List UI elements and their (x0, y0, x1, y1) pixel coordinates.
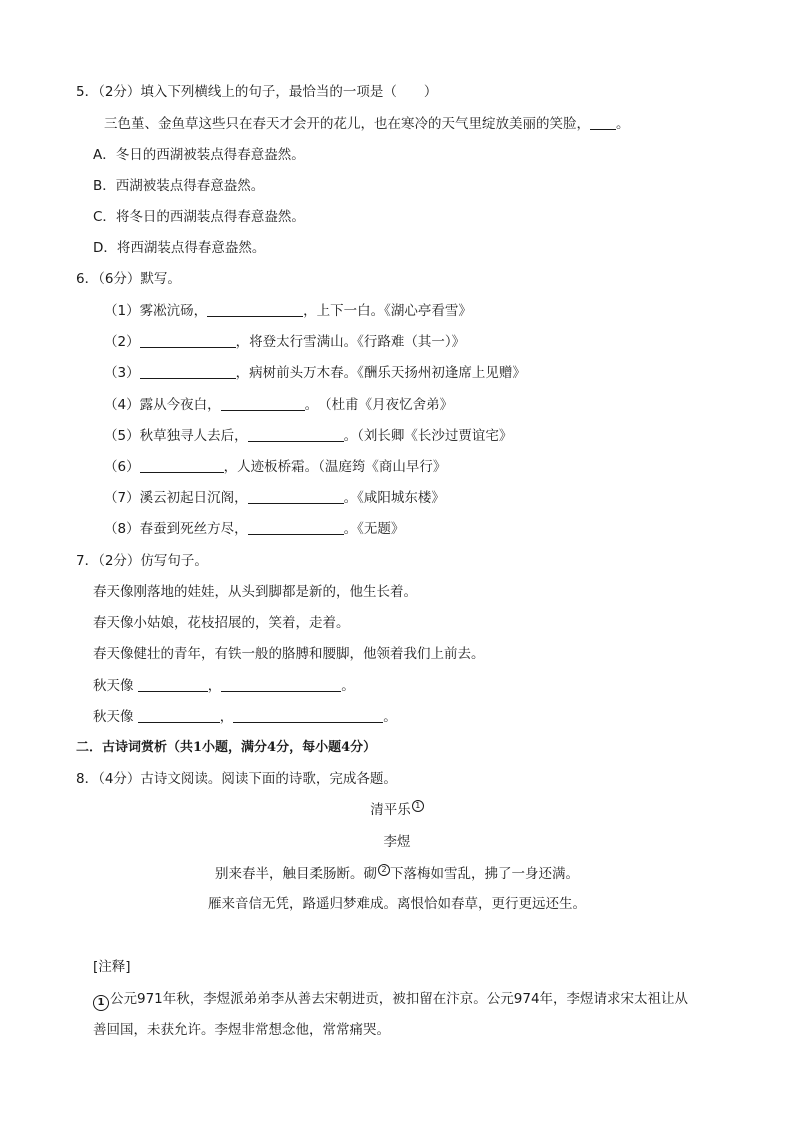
q6-item-5-pre: （5）秋草独寻人去后， (104, 428, 248, 444)
q6-item-3-blank[interactable] (140, 364, 236, 379)
q7-stem: 7．（2分）仿写句子。 (76, 553, 208, 569)
q6-item-5 (104, 427, 512, 445)
poem-author: 李煜 (383, 834, 411, 850)
q5-stem: 5．（2分）填入下列横线上的句子，最恰当的一项是（ ） (76, 84, 438, 100)
q6-item-7-post: 。《咸阳城东楼》 (343, 490, 445, 506)
q6-item-7-pre: （7）溪云初起日沉阁， (104, 490, 248, 506)
notes-heading: [注释] (93, 959, 131, 975)
q6-item-8-pre: （8）春蚕到死丝方尽， (104, 521, 248, 537)
q6-item-6 (104, 458, 446, 476)
note-1-line-1 (93, 990, 688, 1011)
q7-fill-1-pre: 秋天像 (93, 678, 138, 694)
poem-line-2: 雁来音信无凭，路遥归梦难成。离恨恰如春草，更行更远还生。 (208, 896, 586, 912)
q5-option-a: A．冬日的西湖被装点得春意盎然。 (93, 147, 305, 163)
footnote-marker-2: 2 (378, 864, 390, 876)
q7-fill-2-post: 。 (383, 709, 397, 725)
note-1-marker: 1 (93, 995, 109, 1011)
q6-item-6-blank[interactable] (140, 458, 224, 473)
q8-stem: 8．（4分）古诗文阅读。阅读下面的诗歌，完成各题。 (76, 771, 397, 787)
q7-fill-2-mid: ， (219, 709, 234, 725)
q6-item-4-pre: （4）露从今夜白， (104, 397, 221, 413)
note-1-line-2: 善回国，未获允许。李煜非常想念他，常常痛哭。 (93, 1022, 390, 1038)
q6-item-3 (104, 364, 526, 382)
q6-item-1-blank[interactable] (207, 302, 303, 317)
q6-item-2-post: ，将登太行雪满山。《行路难（其一）》 (235, 334, 466, 350)
q6-item-1-post: ，上下一白。《湖心亭看雪》 (303, 303, 472, 319)
q6-item-1 (104, 302, 472, 320)
q6-item-4-blank[interactable] (221, 396, 305, 411)
section-heading: 二．古诗词赏析（共1小题，满分4分，每小题4分） (76, 740, 377, 755)
q6-item-2-blank[interactable] (140, 333, 236, 348)
q5-sentence (104, 115, 630, 133)
q6-item-8 (104, 520, 404, 538)
q6-item-7-blank[interactable] (248, 489, 344, 504)
q5-option-d: D．将西湖装点得春意盎然。 (93, 240, 266, 256)
poem-title: 清平乐 (370, 802, 411, 818)
q7-fill-line-1 (93, 677, 355, 695)
q7-fill-2-pre: 秋天像 (93, 709, 138, 725)
q6-item-4 (104, 396, 453, 414)
q6-item-2-pre: （2） (104, 334, 140, 350)
q6-item-7 (104, 489, 445, 507)
q6-item-4-post: 。 （杜甫《月夜忆舍弟》 (304, 397, 454, 413)
poem-line-1 (0, 864, 794, 883)
q7-fill-2-blank-b[interactable] (233, 708, 383, 723)
q7-fill-1-post: 。 (341, 678, 355, 694)
note-1-text: 公元971年秋，李煜派弟弟李从善去宋朝进贡，被扣留在汴京。公元974年，李煜请求宋太祖让从 (110, 991, 689, 1007)
q7-fill-1-mid: ， (207, 678, 222, 694)
q6-stem: 6．（6分）默写。 (76, 271, 181, 287)
q7-example-1: 春天像刚落地的娃娃，从头到脚都是新的，他生长着。 (93, 584, 417, 600)
poem-line-1-b: 下落梅如雪乱，拂了一身还满。 (390, 866, 579, 882)
q7-example-3: 春天像健壮的青年，有铁一般的胳膊和腰脚，他领着我们上前去。 (93, 646, 485, 662)
footnote-marker-1: 1 (412, 800, 424, 812)
q6-item-8-post: 。《无题》 (343, 521, 405, 537)
q7-example-2: 春天像小姑娘，花枝招展的，笑着，走着。 (93, 615, 350, 631)
q5-option-b: B．西湖被装点得春意盎然。 (93, 178, 265, 194)
q7-fill-1-blank-a[interactable] (138, 677, 208, 692)
q7-fill-1-blank-b[interactable] (221, 677, 341, 692)
q6-item-5-post: 。（刘长卿《长沙过贾谊宅》 (343, 428, 513, 444)
q6-item-1-pre: （1）雾凇沆砀， (104, 303, 208, 319)
q6-item-5-blank[interactable] (248, 427, 344, 442)
q7-fill-2-blank-a[interactable] (138, 708, 220, 723)
q6-item-6-pre: （6） (104, 459, 140, 475)
q7-fill-line-2 (93, 708, 397, 726)
poem-title-line (0, 800, 794, 819)
q6-item-3-post: ，病树前头万木春。《酬乐天扬州初逢席上见赠》 (235, 365, 526, 381)
q5-option-c: C．将冬日的西湖装点得春意盎然。 (93, 209, 305, 225)
q5-sentence-end: 。 (616, 116, 630, 132)
q6-item-6-post: ，人迹板桥霜。（温庭筠《商山早行》 (223, 459, 447, 475)
q6-item-2 (104, 333, 465, 351)
poem-line-1-a: 别来春半，触目柔肠断。砌 (215, 866, 377, 882)
q6-item-3-pre: （3） (104, 365, 140, 381)
q6-item-8-blank[interactable] (248, 520, 344, 535)
q5-sentence-text: 三色堇、金鱼草这些只在春天才会开的花儿，也在寒冷的天气里绽放美丽的笑脸， (104, 116, 590, 132)
q5-blank[interactable] (590, 115, 616, 130)
